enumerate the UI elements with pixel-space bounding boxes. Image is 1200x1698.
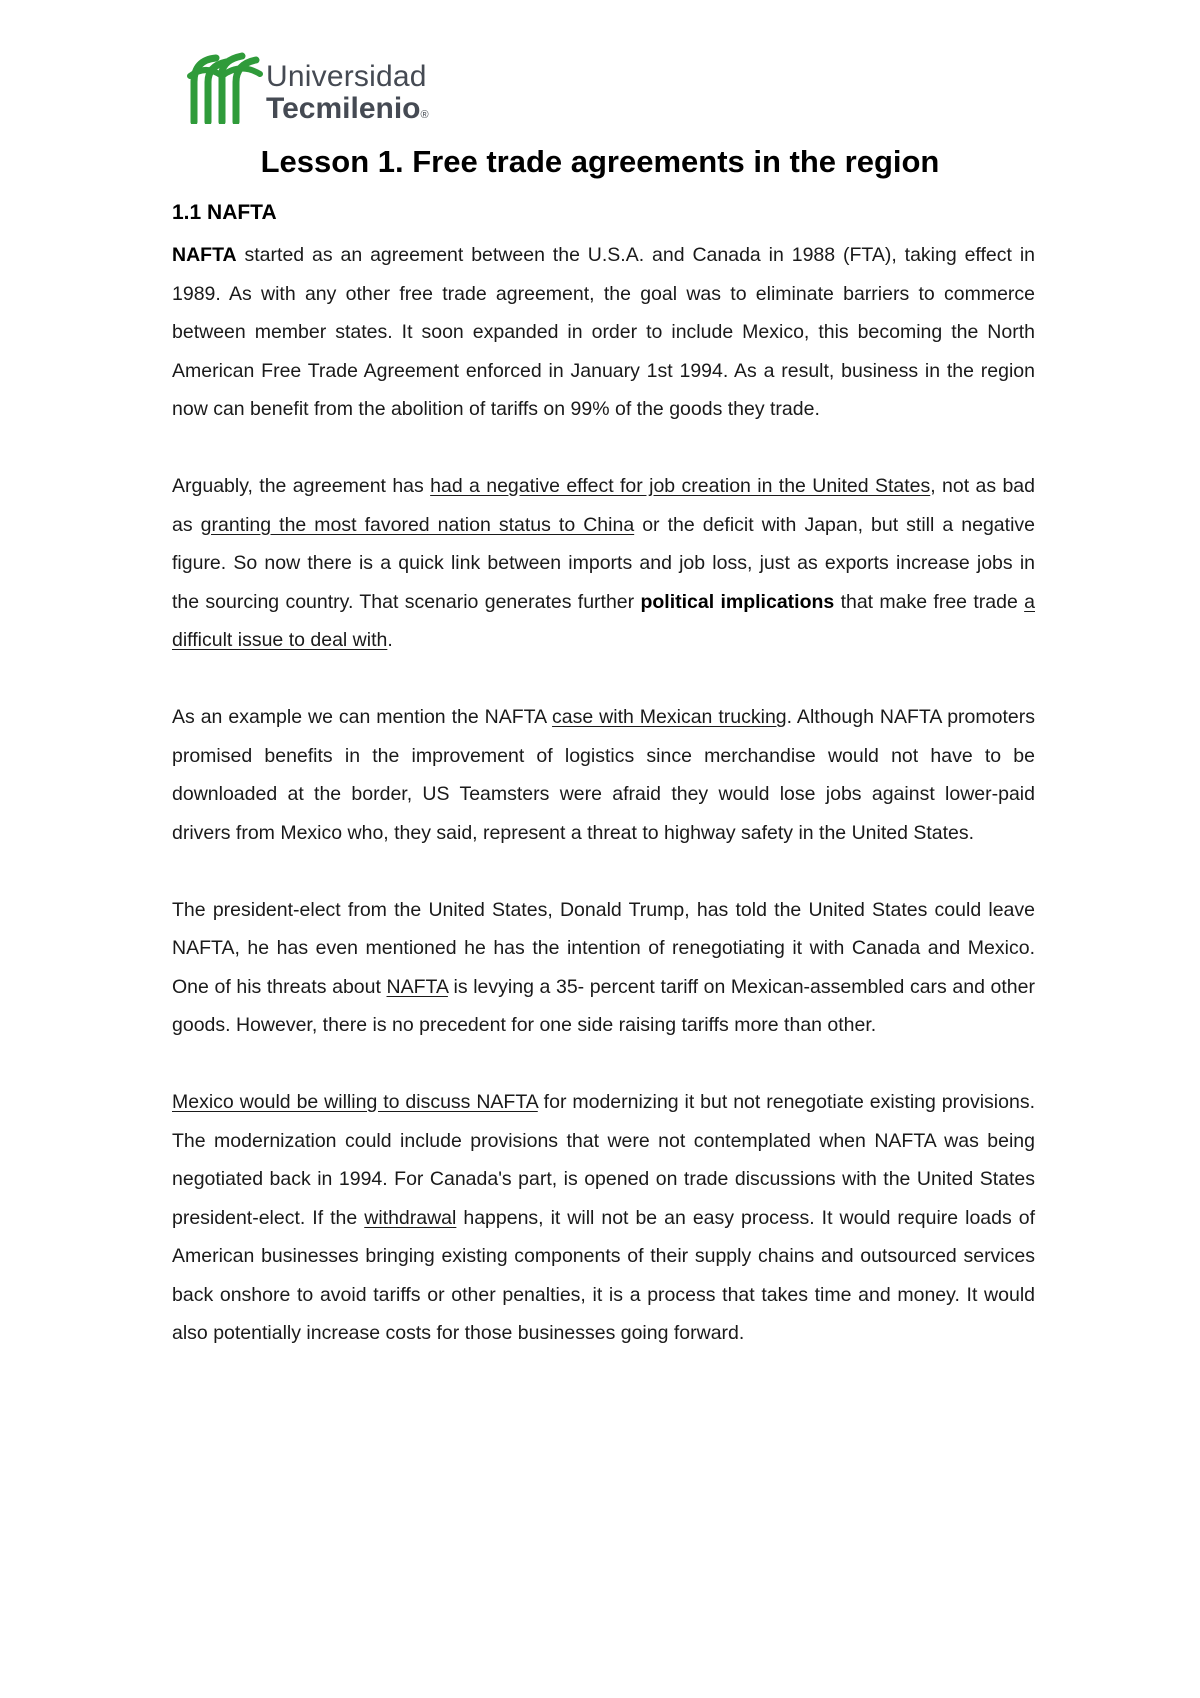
paragraph-3: As an example we can mention the NAFTA case with Mexican trucking. Although NAFTA promoters promised benefits in the improvement of logistics since merchandise would not have to be downloaded at the border, US Teamsters were afraid they would lose jobs against lower-paid drivers from Mexico who, they said, represent a threat to highway safety in the United States. xyxy=(172,706,1035,844)
page-title: Lesson 1. Free trade agreements in the region xyxy=(260,144,940,179)
document-body xyxy=(172,236,1035,1391)
link-mexican-trucking[interactable]: case with Mexican trucking xyxy=(552,706,787,728)
university-logo xyxy=(186,52,456,124)
paragraph-5: Mexico would be willing to discuss NAFTA for modernizing it but not renegotiate existing provisions. The modernization could include provisions that were not contemplated when NAFTA was being negotiated back in 1994. For Canada's part, is opened on trade discussions with the United States president-elect. If the withdrawal happens, it will not be an easy process. It would require loads of American businesses bringing existing components of their supply chains and outsourced services back onshore to avoid tariffs or other penalties, it is a process that takes time and money. It would also potentially increase costs for those businesses going forward. xyxy=(172,1091,1035,1344)
logo-wordmark-top: Universidad xyxy=(266,60,427,93)
paragraph-4: The president-elect from the United States, Donald Trump, has told the United States could leave NAFTA, he has even mentioned he has the intention of renegotiating it with Canada and Mexico. One of his threats about NAFTA is levying a 35- percent tariff on Mexican-assembled cars and other goods. However, there is no precedent for one side raising tariffs more than other. xyxy=(172,898,1035,1036)
link-nafta[interactable]: NAFTA xyxy=(386,975,448,998)
link-favored-nation-china[interactable]: granting the most favored nation status to China xyxy=(200,513,635,536)
paragraph-1: NAFTA started as an agreement between the U.S.A. and Canada in 1988 (FTA), taking effect in 1989. As with any other free trade agreement, the goal was to eliminate barriers to commerce between member states. It soon expanded in order to include Mexico, this becoming the North American Free Trade Agreement enforced in January 1st 1994. As a result, business in the region now can benefit from the abolition of tariffs on 99% of the goods they trade. xyxy=(172,244,1035,420)
link-job-creation[interactable]: had a negative effect for job creation in the United States xyxy=(430,475,931,497)
link-difficult-issue[interactable]: a difficult issue to deal with xyxy=(172,590,1035,651)
logo-wordmark-bottom: Tecmilenio® xyxy=(266,92,429,125)
link-withdrawal[interactable]: withdrawal xyxy=(364,1206,457,1229)
link-mexico-discuss-nafta[interactable]: Mexico would be willing to discuss NAFTA xyxy=(172,1091,538,1113)
section-heading: 1.1 NAFTA xyxy=(172,201,277,224)
tecmilenio-leaf-logo-icon xyxy=(186,52,264,124)
paragraph-2: Arguably, the agreement has had a negative effect for job creation in the United States, not as bad as granting the most favored nation status to China or the deficit with Japan, but still a negative figure. So now there is a quick link between imports and job loss, just as exports increase jobs in the sourcing country. That scenario generates further political implications that make free trade a difficult issue to deal with. xyxy=(172,475,1035,651)
